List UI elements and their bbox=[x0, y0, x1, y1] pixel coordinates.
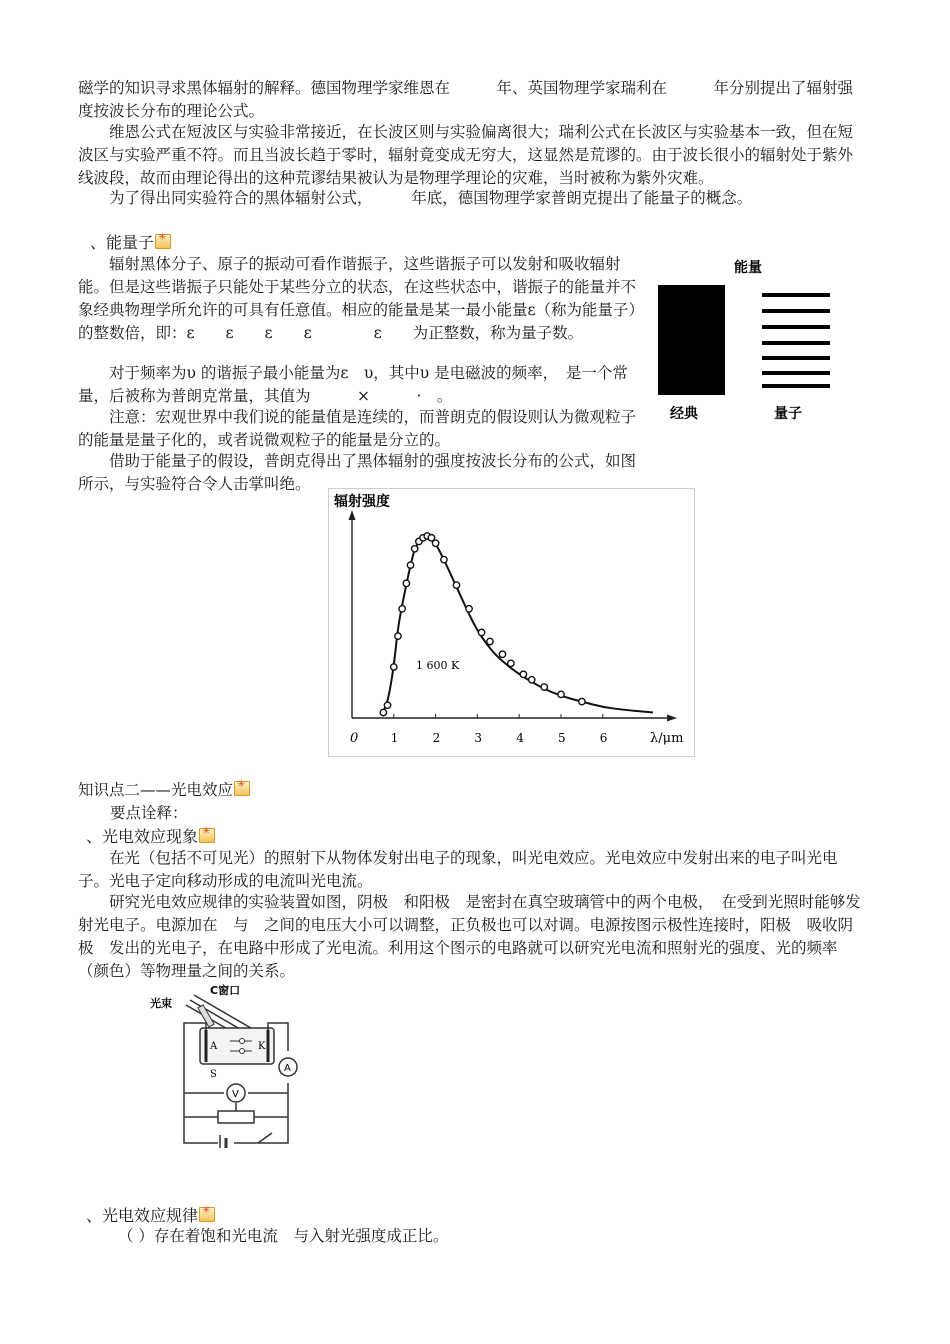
energy-figure-title: 能量 bbox=[734, 260, 762, 276]
note-star-icon[interactable] bbox=[234, 781, 250, 796]
data-point bbox=[529, 677, 535, 683]
data-point bbox=[558, 691, 564, 697]
rheostat-icon bbox=[218, 1111, 254, 1123]
data-point bbox=[453, 582, 459, 588]
data-point bbox=[579, 698, 585, 704]
classical-label: 经典 bbox=[670, 406, 698, 422]
data-point bbox=[399, 606, 405, 612]
paragraph-4: 辐射黑体分子、原子的振动可看作谐振子，这些谐振子可以发射和吸收辐射能。但是这些谐振子只能处于某些分立的状态，在这些状态中，谐振子的能量并不象经典物理学所允许的可具有任意值。相应的能量是某一最小能量ε（称为能量子）的整数倍，即：ε ε ε ε ε 为正整数，称为量子数。 bbox=[78, 255, 645, 342]
note-star-icon[interactable] bbox=[199, 828, 215, 843]
chart-ylabel: 辐射强度 bbox=[334, 494, 390, 510]
heading-pe-law bbox=[86, 1203, 215, 1226]
data-point bbox=[487, 638, 493, 644]
heading-knowledge-point-2 bbox=[78, 778, 250, 800]
x-tick-label: 3 bbox=[474, 731, 483, 745]
quantum-levels bbox=[762, 295, 830, 386]
paragraph-3: 为了得出同实验符合的黑体辐射公式， 年底，德国物理学家普朗克提出了能量子的概念。 bbox=[109, 189, 753, 207]
paragraph-5: 对于频率为υ 的谐振子最小能量为ε υ，其中υ 是电磁波的频率， 是一个常量，后被称为普朗克常量，其值为 × · 。 bbox=[78, 364, 628, 405]
heading-pe-law-text: 、光电效应规律 bbox=[86, 1206, 199, 1225]
data-point bbox=[395, 633, 401, 639]
x-tick-label: 4 bbox=[516, 731, 524, 745]
x-tick-label: 1 bbox=[390, 731, 399, 745]
paragraph-2: 维恩公式在短波区与实验非常接近，在长波区则与实验偏离很大；瑞利公式在长波区与实验基本一致，但在短波区与实验严重不符。而且当波长趋于零时，辐射竟变成无穷大，这显然是荒谬的。由于波长很小的辐射处于紫外线波段，故而由理论得出的这种荒谬结果被认为是物理学理论的灾难，当时被称为紫外灾难。 bbox=[78, 123, 854, 187]
paragraph-9: 在光（包括不可见光）的照射下从物体发射出电子的现象，叫光电效应。光电效应中发射出来的电子叫光电子。光电子定向移动形成的电流叫光电流。 bbox=[78, 849, 838, 890]
data-point bbox=[407, 562, 413, 568]
switch-label: S bbox=[210, 1069, 217, 1080]
paragraph-8: 要点诠释： bbox=[110, 804, 188, 822]
heading-energy-quantum bbox=[90, 230, 171, 253]
data-point bbox=[432, 540, 438, 546]
x-tick-label: 6 bbox=[599, 731, 608, 745]
anode-label: A bbox=[210, 1041, 218, 1052]
photoelectric-circuit-figure bbox=[148, 983, 308, 1148]
chart-origin-label: 0 bbox=[350, 731, 359, 746]
paragraph-7: 借助于能量子的假设，普朗克得出了黑体辐射的强度按波长分布的公式，如图所示，与实验符合令人击掌叫绝。 bbox=[78, 452, 637, 493]
data-point bbox=[441, 556, 447, 562]
heading-kp2-text: 知识点二——光电效应 bbox=[78, 781, 234, 799]
paragraph-6: 注意：宏观世界中我们说的能量值是连续的，而普朗克的假设则认为微观粒子的能量是量子化的，或者说微观粒子的能量是分立的。 bbox=[78, 408, 637, 449]
data-point bbox=[380, 709, 386, 715]
blackbody-radiation-chart bbox=[328, 488, 696, 758]
data-point bbox=[520, 671, 526, 677]
note-star-icon[interactable] bbox=[199, 1207, 215, 1222]
window-label: C窗口 bbox=[210, 984, 241, 997]
energy-levels-figure bbox=[650, 252, 850, 432]
data-point bbox=[391, 664, 397, 670]
data-point bbox=[384, 702, 390, 708]
light-beam-label: 光束 bbox=[150, 997, 172, 1010]
note-star-icon[interactable] bbox=[155, 234, 171, 249]
data-point bbox=[541, 684, 547, 690]
voltmeter-label: V bbox=[232, 1089, 239, 1100]
heading-pe-phenomenon bbox=[86, 824, 215, 847]
chart-annotation: 1 600 K bbox=[416, 659, 460, 672]
heading-energy-quantum-text: 、能量子 bbox=[90, 233, 155, 252]
cathode-label: K bbox=[258, 1041, 266, 1052]
ammeter-label: A bbox=[284, 1063, 291, 1074]
chart-xlabel: λ/μm bbox=[650, 731, 684, 746]
heading-pe-phenomenon-text: 、光电效应现象 bbox=[86, 827, 199, 846]
data-point bbox=[466, 606, 472, 612]
data-point bbox=[412, 546, 418, 552]
data-point bbox=[499, 651, 505, 657]
data-point bbox=[403, 580, 409, 586]
paragraph-10: 研究光电效应规律的实验装置如图，阴极 和阳极 是密封在真空玻璃管中的两个电极， 在受到光照时能够发射光电子。电源加在 与 之间的电压大小可以调整，正负极也可以对调。电源按图示极性连接时，阳极 吸收阴极 发出的光电子，在电路中形成了光电流。利用这个图示的电路就可以研究光电流和照射光的强度、光的频率（颜色）等物理量之间的关系。 bbox=[78, 893, 861, 980]
quantum-label: 量子 bbox=[774, 406, 802, 422]
data-point bbox=[478, 629, 484, 635]
x-tick-label: 5 bbox=[558, 731, 566, 745]
x-tick-label: 2 bbox=[432, 731, 441, 745]
paragraph-1: 磁学的知识寻求黑体辐射的解释。德国物理学家维恩在 年、英国物理学家瑞利在 年分别提出了辐射强度按波长分布的理论公式。 bbox=[78, 79, 854, 120]
electron-dot bbox=[240, 1049, 245, 1054]
electron-dot bbox=[240, 1039, 245, 1044]
switch-lever bbox=[258, 1133, 272, 1143]
paragraph-11: （ ）存在着饱和光电流 与入射光强度成正比。 bbox=[118, 1227, 449, 1245]
classical-continuous-block bbox=[658, 285, 725, 395]
data-point bbox=[508, 660, 514, 666]
